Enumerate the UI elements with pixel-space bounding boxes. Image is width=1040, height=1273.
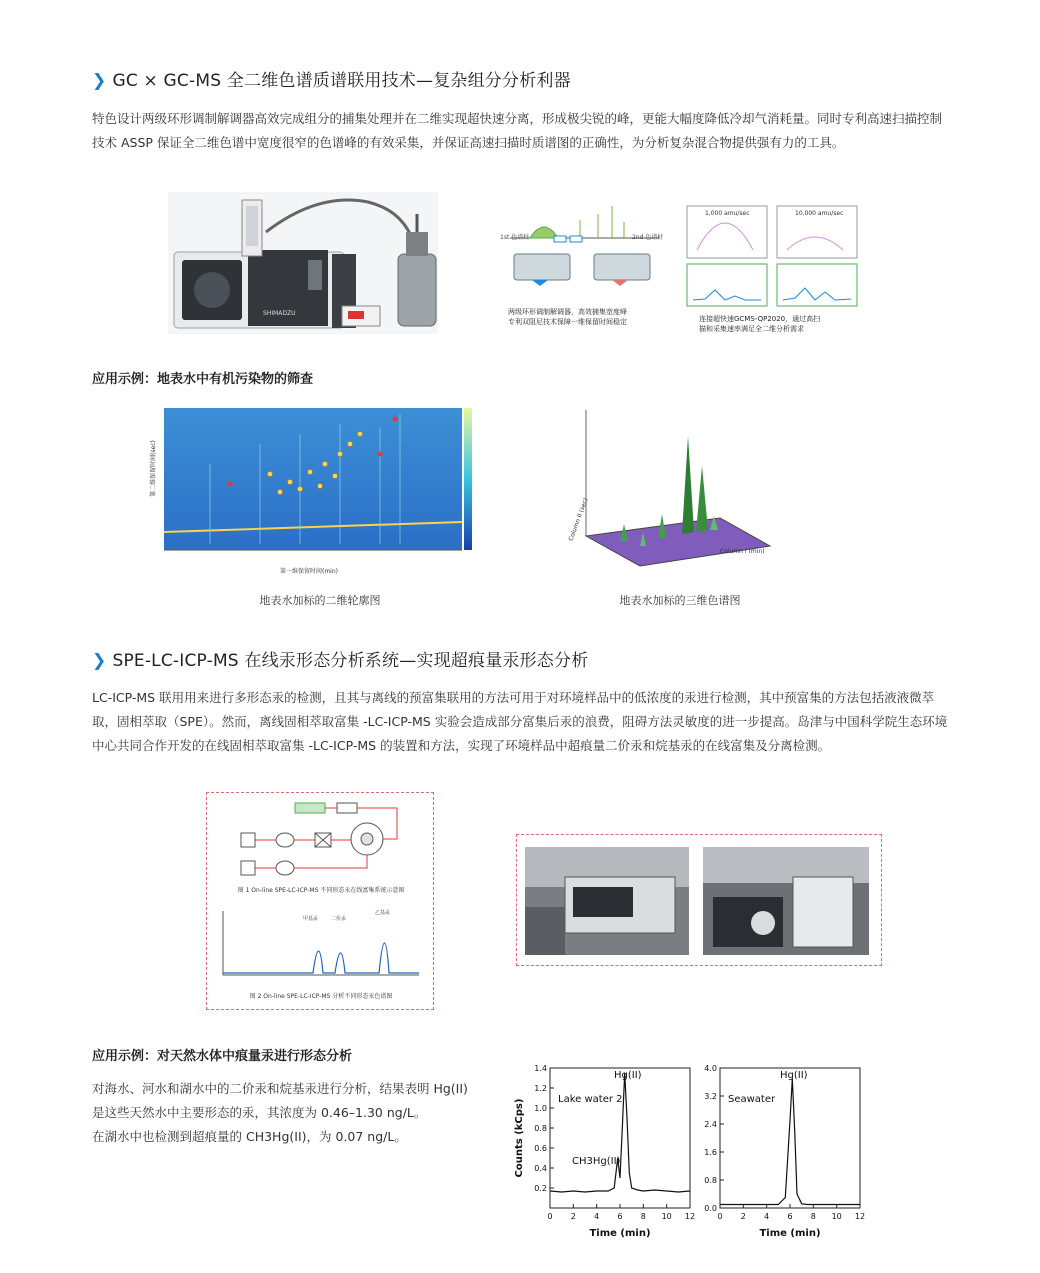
lab-photo-lc xyxy=(703,847,869,955)
c1-ytick-label: 1.4 xyxy=(534,1064,547,1073)
bullet-right-1: 连接超快速GCMS-QP2020，通过高扫 xyxy=(699,315,821,323)
spectrum-label-2: 10,000 amu/sec xyxy=(795,210,844,217)
brand-label: SHIMADZU xyxy=(263,310,296,317)
c1-ytick-label: 0.8 xyxy=(534,1124,547,1133)
section1-body: 特色设计两级环形调制解调器高效完成组分的捕集处理并在二维实现超快速分离，形成极尖锐的峰，更能大幅度降低冷却气消耗量。同时专利高速扫描控制技术 ASSP 保证全二维色谱中宽度很窄的色谱峰的有效采集，并保证高速扫描时质谱图的正确性，为分析复杂混合物提供强有力的工具。 xyxy=(92,111,943,150)
spe-figure-box xyxy=(206,792,434,1010)
c2-xtick-label: 4 xyxy=(764,1212,770,1221)
spectrum-label-1: 1,000 amu/sec xyxy=(705,210,750,217)
c1-xtick-label: 8 xyxy=(640,1212,646,1221)
section2-body: LC-ICP-MS 联用用来进行多形态汞的检测，且其与离线的预富集联用的方法可用于对环境样品中的低浓度的汞进行检测，其中预富集的方法包括液液微萃取，固相萃取（SPE）。然而，离线固相萃取富集 -LC-ICP-MS 实验会造成部分富集后汞的浪费，阻碍方法灵敏度的进一步提高。岛津与中国科学院生态环境中心共同合作开发的在线固相萃取富集 -LC-ICP-MS 的装置和方法，实现了环境样品中超痕量二价汞和烷基汞的在线富集及分离检测。 xyxy=(92,690,948,753)
c1-xtick-label: 4 xyxy=(594,1212,600,1221)
contour-plot xyxy=(150,404,480,584)
chart1-xlabel: Time (min) xyxy=(589,1228,651,1239)
lab-photo-icpms xyxy=(525,847,689,955)
c1-ytick-label: 0.6 xyxy=(534,1144,547,1153)
chart2-frame xyxy=(720,1068,860,1208)
section1-example-title: 应用示例：地表水中有机污染物的筛查 xyxy=(92,372,314,387)
c2-xtick-label: 8 xyxy=(810,1212,816,1221)
lab-photos-box xyxy=(516,834,882,966)
c2-ytick-label: 3.2 xyxy=(704,1092,717,1101)
fig2-caption: 图 2 On-line SPE-LC-ICP-MS 分析不同形态汞色谱图 xyxy=(249,993,393,1000)
chromatogram-3d xyxy=(567,406,790,576)
label-1st-column: 1st 色谱柱 xyxy=(500,234,530,241)
c2-xtick-label: 10 xyxy=(831,1212,842,1221)
section1-title-text: GC × GC-MS 全二维色谱质谱联用技术—复杂组分分析利器 xyxy=(112,71,571,91)
c1-ytick-label: 1.2 xyxy=(534,1084,547,1093)
plot3d-ylabel: Column II (sec) xyxy=(567,497,590,542)
c2-ytick-label: 0.8 xyxy=(704,1176,717,1185)
c2-ytick-label: 4.0 xyxy=(704,1064,717,1073)
label-2nd-column: 2nd 色谱柱 xyxy=(632,234,664,241)
c2-xtick-label: 2 xyxy=(740,1212,746,1221)
c2-xtick-label: 0 xyxy=(717,1212,723,1221)
gcms-instrument-photo xyxy=(168,192,438,334)
fig2-peak-3: 乙基汞 xyxy=(375,910,391,916)
chart1-ylabel: Counts (kCps) xyxy=(514,1098,525,1178)
chart2-title: Seawater xyxy=(728,1094,776,1105)
fig2-peak-2: 二价汞 xyxy=(331,916,347,922)
chart-lake-water xyxy=(508,1060,696,1240)
section2-example-body xyxy=(92,1077,482,1149)
fig2-peak-1: 甲基汞 xyxy=(303,916,319,922)
bullet-left-2: 专利双阻尼技术保障一维保留时间稳定 xyxy=(508,318,627,326)
modulator-diagram xyxy=(500,192,670,338)
fig1-caption: 图 1 On-line SPE-LC-ICP-MS 不同形态汞在线富集系统示意图 xyxy=(237,887,405,894)
c2-xtick-label: 12 xyxy=(854,1212,866,1221)
plot3d-xlabel: Column I (min) xyxy=(720,548,765,555)
example-body-1: 对海水、河水和湖水中的二价汞和烷基汞进行分析，结果表明 Hg(II) 是这些天然水中主要形态的汞，其浓度为 0.46–1.30 ng/L。 xyxy=(92,1081,468,1120)
chart1-annotation-ch3hg: CH3Hg(II) xyxy=(572,1156,621,1167)
c2-ytick-label: 1.6 xyxy=(704,1148,717,1157)
contour-xlabel: 第一维保留时间(min) xyxy=(280,568,338,575)
plot3d-caption: 地表水加标的三维色谱图 xyxy=(619,594,741,607)
chart1-annotation-hg: Hg(II) xyxy=(614,1070,642,1081)
c1-xtick-label: 12 xyxy=(684,1212,696,1221)
c2-ytick-label: 2.4 xyxy=(704,1120,717,1129)
diagram-bullets-right xyxy=(699,314,820,334)
bullet-right-2: 描和采集速率满足全二维分析需求 xyxy=(699,325,804,333)
chart1-title: Lake water 2 xyxy=(558,1094,623,1105)
section2-title-text: SPE-LC-ICP-MS 在线汞形态分析系统—实现超痕量汞形态分析 xyxy=(112,651,589,671)
bullet-left-1: 两级环形调制解调器，高效捕集宽度峰 xyxy=(508,308,627,316)
scan-rate-panels xyxy=(685,200,860,338)
chart2-xlabel: Time (min) xyxy=(759,1228,821,1239)
c1-ytick-label: 0.4 xyxy=(534,1164,547,1173)
contour-ylabel: 第二维保留时间(sec) xyxy=(149,440,157,497)
chart2-annotation-hg: Hg(II) xyxy=(780,1070,808,1081)
c1-xtick-label: 2 xyxy=(570,1212,576,1221)
c2-ytick-label: 0.0 xyxy=(704,1204,717,1213)
chart1-frame xyxy=(550,1068,690,1208)
c1-ytick-label: 1.0 xyxy=(534,1104,547,1113)
section1-title xyxy=(92,66,571,91)
contour-caption: 地表水加标的二维轮廓图 xyxy=(259,594,381,607)
example-body-2: 在湖水中也检测到超痕量的 CH3Hg(II)，为 0.07 ng/L。 xyxy=(92,1129,407,1144)
fig2-chromatogram xyxy=(219,909,423,979)
chart-seawater xyxy=(694,1060,882,1240)
section2-example-title: 应用示例：对天然水体中痕量汞进行形态分析 xyxy=(92,1049,353,1064)
c1-ytick-label: 0.2 xyxy=(534,1184,547,1193)
c2-xtick-label: 6 xyxy=(787,1212,793,1221)
chevron-right-icon: ❯ xyxy=(92,651,107,671)
c1-xtick-label: 10 xyxy=(661,1212,672,1221)
c1-xtick-label: 0 xyxy=(547,1212,553,1221)
chevron-right-icon: ❯ xyxy=(92,71,107,91)
c1-xtick-label: 6 xyxy=(617,1212,623,1221)
section2-title xyxy=(92,646,588,671)
diagram-bullets-left xyxy=(508,307,627,327)
